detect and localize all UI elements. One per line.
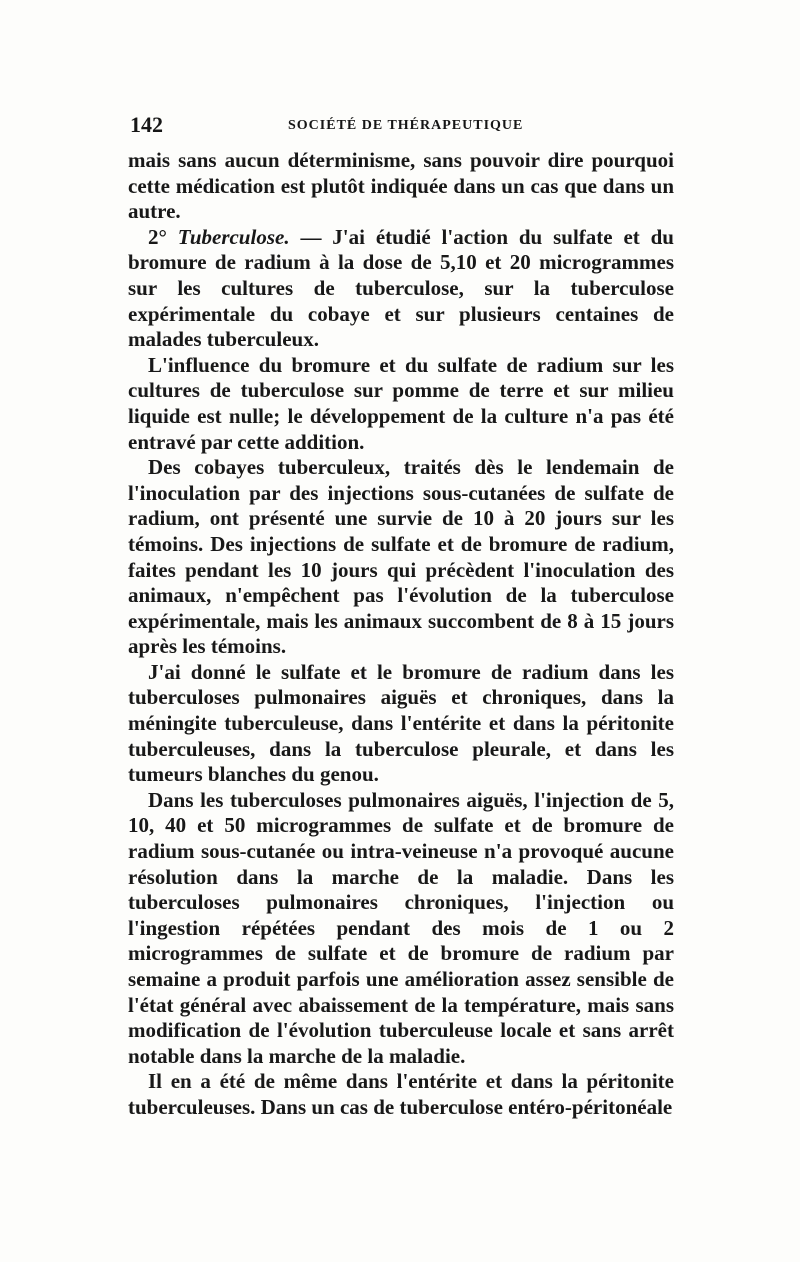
body-text (128, 148, 674, 1121)
paragraph-text: — J'ai étudié l'action du sulfate et du bromure de radium à la dose de 5,10 et 20 microgrammes sur les cultures de tuberculose, sur la tuberculose expérimentale du cobaye et sur plusieurs centaines de malades tuberculeux. (128, 224, 674, 352)
paragraph-cobayes: Des cobayes tuberculeux, traités dès le lendemain de l'inoculation par des injections sous-cutanées de sulfate de radium, ont présenté une survie de 10 à 20 jours sur les témoins. Des injections de sulfate et de bromure de radium, faites pendant les 10 jours qui précèdent l'inoculation des animaux, n'empêchent pas l'évolution de la tuberculose expérimentale, mais les animaux succombent de 8 à 15 jours après les témoins. (128, 455, 674, 659)
paragraph-pulmonary: Dans les tuberculoses pulmonaires aiguës, l'injection de 5, 10, 40 et 50 microgrammes de sulfate et de bromure de radium sous-cutanée ou intra-veineuse n'a provoqué aucune résolution dans la marche de la maladie. Dans les tuberculoses pulmonaires chroniques, l'injection ou l'ingestion répétées pendant des mois de 1 ou 2 microgrammes de sulfate et de bromure de radium par semaine a produit parfois une amélioration assez sensible de l'état général avec abaissement de la température, mais sans modification de l'évolution tuberculeuse locale et sans arrêt notable dans la marche de la maladie. (128, 787, 674, 1068)
paragraph-continuation: mais sans aucun déterminisme, sans pouvoir dire pourquoi cette médication est plutôt indiquée dans un cas que dans un autre. (128, 148, 674, 224)
paragraph-tuberculose (128, 225, 674, 353)
paragraph-clinical-forms: J'ai donné le sulfate et le bromure de radium dans les tuberculoses pulmonaires aiguës et chroniques, dans la méningite tuberculeuse, dans l'entérite et dans la péritonite tuberculeuses, dans la tuberculose pleurale, et dans les tumeurs blanches du genou. (128, 659, 674, 787)
paragraph-enteritis: Il en a été de même dans l'entérite et dans la péritonite tuberculeuses. Dans un cas de tuberculose entéro-péritonéale (128, 1069, 674, 1119)
paragraph-cultures: L'influence du bromure et du sulfate de radium sur les cultures de tuberculose sur pomme de terre et sur milieu liquide est nulle; le développement de la culture n'a pas été entravé par cette addition. (128, 352, 674, 454)
page-number: 142 (130, 112, 163, 137)
page-header (128, 112, 674, 142)
section-number: 2° (148, 224, 178, 249)
section-title: Tuberculose. (177, 224, 290, 249)
running-title: SOCIÉTÉ DE THÉRAPEUTIQUE (288, 118, 524, 133)
